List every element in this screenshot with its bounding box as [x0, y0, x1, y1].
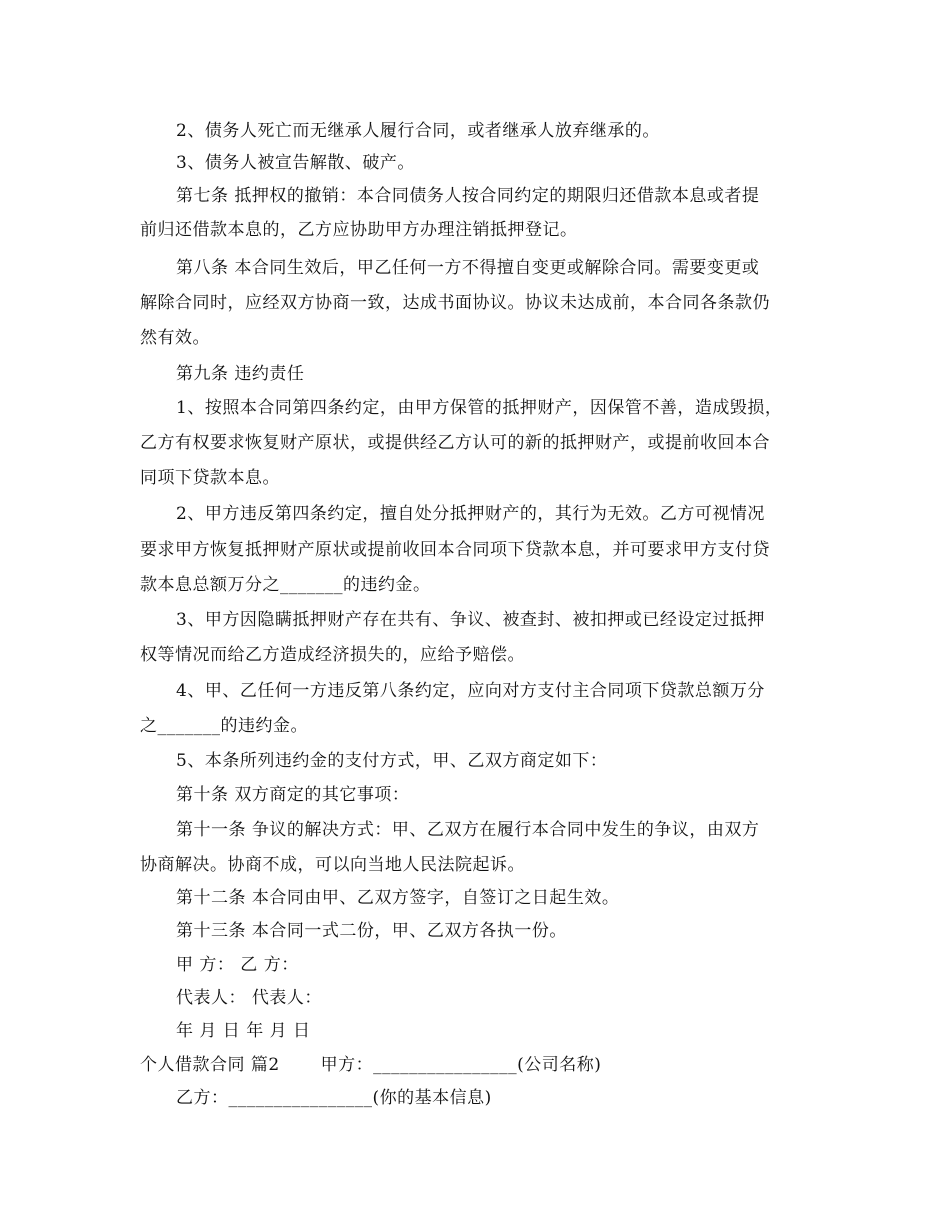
text-line: 解除合同时，应经双方协商一致，达成书面协议。协议未达成前，本合同各条款仍 [140, 293, 770, 313]
text-line: 乙方：________________(你的基本信息) [176, 1088, 492, 1108]
text-line: 1、按照本合同第四条约定，由甲方保管的抵押财产，因保管不善，造成毁损， [176, 398, 783, 418]
text-line: 第九条 违约责任 [176, 364, 305, 384]
section-heading: 个人借款合同 篇2 甲方：________________(公司名称) [140, 1055, 602, 1075]
text-line: 同项下贷款本息。 [140, 468, 280, 488]
text-line: 协商解决。协商不成，可以向当地人民法院起诉。 [140, 855, 525, 875]
text-line: 前归还借款本息的，乙方应协助甲方办理注销抵押登记。 [140, 220, 578, 240]
text-line: 要求甲方恢复抵押财产原状或提前收回本合同项下贷款本息，并可要求甲方支付贷 [140, 540, 770, 560]
text-line: 第七条 抵押权的撤销：本合同债务人按合同约定的期限归还借款本息或者提 [176, 186, 760, 206]
signature-dates: 年 月 日 年 月 日 [176, 1021, 311, 1041]
text-line: 然有效。 [140, 328, 210, 348]
text-line: 5、本条所列违约金的支付方式，甲、乙双方商定如下： [176, 751, 608, 771]
text-line: 第十一条 争议的解决方式：甲、乙双方在履行本合同中发生的争议，由双方 [176, 820, 760, 840]
text-line: 第十二条 本合同由甲、乙双方签字，自签订之日起生效。 [176, 888, 620, 908]
text-line: 3、甲方因隐瞒抵押财产存在共有、争议、被查封、被扣押或已经设定过抵押 [176, 610, 765, 630]
text-line: 第十条 双方商定的其它事项： [176, 785, 410, 805]
text-line: 第十三条 本合同一式二份，甲、乙双方各执一份。 [176, 921, 567, 941]
text-line: 2、甲方违反第四条约定，擅自处分抵押财产的，其行为无效。乙方可视情况 [176, 504, 765, 524]
signature-parties: 甲 方： 乙 方： [176, 955, 299, 975]
text-line: 第八条 本合同生效后，甲乙任何一方不得擅自变更或解除合同。需要变更或 [176, 258, 760, 278]
text-line: 3、债务人被宣告解散、破产。 [176, 153, 415, 173]
text-line: 2、债务人死亡而无继承人履行合同，或者继承人放弃继承的。 [176, 121, 660, 141]
text-line: 权等情况而给乙方造成经济损失的，应给予赔偿。 [140, 645, 525, 665]
signature-representatives: 代表人： 代表人： [176, 988, 322, 1008]
text-line: 之_______的违约金。 [140, 716, 308, 736]
text-line: 乙方有权要求恢复财产原状，或提供经乙方认可的新的抵押财产，或提前收回本合 [140, 433, 770, 453]
text-line: 4、甲、乙任何一方违反第八条约定，应向对方支付主合同项下贷款总额万分 [176, 681, 765, 701]
text-line: 款本息总额万分之_______的违约金。 [140, 575, 431, 595]
